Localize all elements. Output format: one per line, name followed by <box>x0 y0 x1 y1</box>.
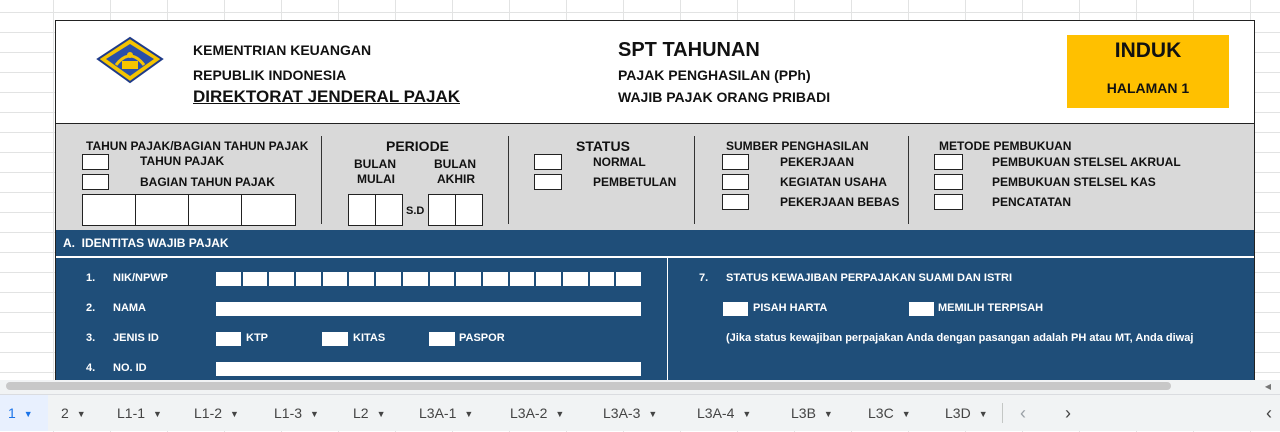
chevron-down-icon: ▼ <box>230 409 239 419</box>
sheet-tab-label: 2 <box>61 405 69 421</box>
ktp-label: KTP <box>246 332 268 344</box>
sheet-tab-l1-2[interactable] <box>194 395 239 431</box>
scroll-tabs-left-icon[interactable]: ‹ <box>1020 403 1026 423</box>
field-3-number: 3. <box>86 332 96 344</box>
pekerjaan-bebas-checkbox[interactable] <box>722 194 749 210</box>
periode-heading: PERIODE <box>386 138 450 154</box>
nik-npwp-digit[interactable] <box>429 271 456 287</box>
sheet-tab-label: 1 <box>8 405 16 421</box>
status-kewajiban-note: (Jika status kewajiban perpajakan Anda dengan pasangan adalah PH atau MT, Anda diwaj <box>726 332 1194 344</box>
nik-npwp-digit[interactable] <box>509 271 536 287</box>
sheet-tab-label: L1-1 <box>117 405 146 421</box>
collapse-sidebar-icon[interactable]: ‹ <box>1266 403 1272 423</box>
sheet-tab-l3a-3[interactable] <box>603 395 657 431</box>
tahun-pajak-digit-2[interactable] <box>135 194 189 226</box>
normal-checkbox[interactable] <box>534 154 562 170</box>
divider <box>694 136 695 224</box>
divider <box>321 136 322 224</box>
section-a-title: A. IDENTITAS WAJIB PAJAK <box>63 236 229 250</box>
nik-npwp-digit[interactable] <box>589 271 616 287</box>
nik-npwp-label: NIK/NPWP <box>113 272 168 284</box>
chevron-down-icon: ▼ <box>464 409 474 419</box>
kitas-checkbox[interactable] <box>321 331 349 347</box>
sheet-tab-label: L1-3 <box>274 405 303 421</box>
sheet-tab-label: L3D <box>945 405 971 421</box>
sheet-tab-label: L3C <box>868 405 894 421</box>
chevron-down-icon: ▼ <box>153 409 162 419</box>
induk-label: INDUK <box>1114 39 1182 62</box>
bulan-mulai-label-1: BULAN <box>354 157 396 171</box>
sheet-tab-label: L3A-3 <box>603 405 641 421</box>
memilih-terpisah-label: MEMILIH TERPISAH <box>938 302 1044 314</box>
chevron-down-icon: ▼ <box>978 409 988 419</box>
nik-npwp-digit[interactable] <box>562 271 589 287</box>
bulan-akhir-label-1: BULAN <box>434 157 476 171</box>
paspor-label: PASPOR <box>459 332 505 344</box>
field-2-number: 2. <box>86 302 96 314</box>
sheet-tab-l1-3[interactable] <box>274 395 319 431</box>
bulan-akhir-digit-1[interactable] <box>428 194 456 226</box>
kegiatan-usaha-label: KEGIATAN USAHA <box>780 175 887 189</box>
tahun-pajak-heading: TAHUN PAJAK/BAGIAN TAHUN PAJAK <box>86 139 309 153</box>
scroll-tabs-right-icon[interactable]: › <box>1065 403 1071 423</box>
nik-npwp-digit[interactable] <box>535 271 562 287</box>
divider <box>908 136 909 224</box>
form-subtitle-1: PAJAK PENGHASILAN (PPh) <box>618 67 811 83</box>
tahun-pajak-digit-4[interactable] <box>241 194 296 226</box>
nik-npwp-digit[interactable] <box>455 271 482 287</box>
tahun-pajak-digit-1[interactable] <box>82 194 136 226</box>
sheet-tab-bar <box>0 394 1280 431</box>
nik-npwp-input[interactable] <box>215 271 642 287</box>
stelsel-akrual-label: PEMBUKUAN STELSEL AKRUAL <box>992 155 1181 169</box>
chevron-down-icon: ▼ <box>376 409 386 419</box>
sheet-tab-l3d[interactable] <box>945 395 988 431</box>
sheet-tab-l2[interactable] <box>353 395 386 431</box>
field-7-number: 7. <box>699 272 709 284</box>
sheet-tab-l3c[interactable] <box>868 395 911 431</box>
pekerjaan-checkbox[interactable] <box>722 154 749 170</box>
sheet-tab-label: L2 <box>353 405 369 421</box>
pembetulan-checkbox[interactable] <box>534 174 562 190</box>
stelsel-kas-label: PEMBUKUAN STELSEL KAS <box>992 175 1156 189</box>
nik-npwp-digit[interactable] <box>375 271 402 287</box>
nama-label: NAMA <box>113 302 146 314</box>
tax-year-status-section <box>56 123 1254 231</box>
form-subtitle-2: WAJIB PAJAK ORANG PRIBADI <box>618 89 831 105</box>
nik-npwp-digit[interactable] <box>482 271 509 287</box>
chevron-down-icon: ▼ <box>901 409 911 419</box>
bagian-tahun-pajak-label: BAGIAN TAHUN PAJAK <box>140 175 275 189</box>
status-kewajiban-label: STATUS KEWAJIBAN PERPAJAKAN SUAMI DAN ISTRI <box>726 272 1013 284</box>
tahun-pajak-digit-3[interactable] <box>188 194 242 226</box>
sheet-tab-label: L3A-2 <box>510 405 548 421</box>
tahun-pajak-checkbox[interactable] <box>82 154 109 170</box>
chevron-down-icon: ▼ <box>555 409 565 419</box>
field-4-number: 4. <box>86 362 96 374</box>
chevron-down-icon: ▼ <box>648 409 658 419</box>
chevron-down-icon: ▼ <box>23 409 33 419</box>
sheet-tab-label: L3B <box>791 405 816 421</box>
nik-npwp-digit[interactable] <box>402 271 429 287</box>
normal-label: NORMAL <box>593 155 646 169</box>
chevron-down-icon: ▼ <box>310 409 319 419</box>
ministry-line-2: REPUBLIK INDONESIA <box>193 67 347 83</box>
paspor-checkbox[interactable] <box>428 331 456 347</box>
field-1-number: 1. <box>86 272 96 284</box>
divider <box>1002 403 1003 423</box>
scrollbar-thumb[interactable] <box>6 382 1171 390</box>
form-title: SPT TAHUNAN <box>618 39 760 61</box>
status-heading: STATUS <box>576 138 630 154</box>
pembetulan-label: PEMBETULAN <box>593 175 677 189</box>
nik-npwp-digit[interactable] <box>242 271 269 287</box>
chevron-down-icon: ▼ <box>76 409 86 419</box>
bulan-akhir-label-2: AKHIR <box>437 172 475 186</box>
sheet-tab-label: L3A-1 <box>419 405 457 421</box>
ktp-checkbox[interactable] <box>215 331 242 347</box>
stelsel-kas-checkbox[interactable] <box>934 174 963 190</box>
nik-npwp-digit[interactable] <box>295 271 322 287</box>
divider <box>508 136 509 224</box>
ministry-line-1: KEMENTRIAN KEUANGAN <box>193 42 372 58</box>
bulan-mulai-label-2: MULAI <box>357 172 395 186</box>
sheet-tab-2[interactable] <box>61 395 86 431</box>
pencatatan-checkbox[interactable] <box>934 194 963 210</box>
nik-npwp-digit[interactable] <box>268 271 295 287</box>
nik-npwp-digit[interactable] <box>348 271 375 287</box>
bagian-tahun-pajak-checkbox[interactable] <box>82 174 109 190</box>
chevron-down-icon: ▼ <box>742 409 752 419</box>
pisah-harta-label: PISAH HARTA <box>753 302 828 314</box>
sheet-tab-l3a-1[interactable] <box>419 395 473 431</box>
memilih-terpisah-checkbox[interactable] <box>908 301 935 317</box>
pencatatan-label: PENCATATAN <box>992 195 1072 209</box>
tahun-pajak-label: TAHUN PAJAK <box>140 154 225 168</box>
pekerjaan-label: PEKERJAAN <box>780 155 855 169</box>
bulan-akhir-digit-2[interactable] <box>455 194 483 226</box>
kegiatan-usaha-checkbox[interactable] <box>722 174 749 190</box>
sheet-tab-l1-1[interactable] <box>117 395 162 431</box>
sheet-tab-l3a-4[interactable] <box>697 395 751 431</box>
pisah-harta-checkbox[interactable] <box>722 301 749 317</box>
pekerjaan-bebas-label: PEKERJAAN BEBAS <box>780 195 900 209</box>
ministry-line-3: DIREKTORAT JENDERAL PAJAK <box>193 87 460 106</box>
no-id-input[interactable] <box>215 361 642 377</box>
no-id-label: NO. ID <box>113 362 147 374</box>
kitas-label: KITAS <box>353 332 386 344</box>
spt-form-sheet <box>55 20 1255 381</box>
section-a-header <box>56 230 1254 258</box>
jenis-id-label: JENIS ID <box>113 332 159 344</box>
sumber-penghasilan-heading: SUMBER PENGHASILAN <box>726 139 869 153</box>
scroll-left-icon[interactable]: ◀ <box>1264 382 1272 391</box>
bulan-mulai-digit-1[interactable] <box>348 194 376 226</box>
nama-input[interactable] <box>215 301 642 317</box>
nik-npwp-digit[interactable] <box>615 271 642 287</box>
chevron-down-icon: ▼ <box>823 409 833 419</box>
identitas-wajib-pajak-section <box>56 258 1254 381</box>
stelsel-akrual-checkbox[interactable] <box>934 154 963 170</box>
sheet-tab-l3a-2[interactable] <box>510 395 564 431</box>
sheet-tab-label: L1-2 <box>194 405 223 421</box>
induk-badge <box>1067 35 1229 108</box>
nik-npwp-digit[interactable] <box>322 271 349 287</box>
metode-pembukuan-heading: METODE PEMBUKUAN <box>939 139 1072 153</box>
kemenkeu-emblem-icon <box>94 35 166 85</box>
halaman-label: HALAMAN 1 <box>1106 80 1190 96</box>
sheet-tab-l3b[interactable] <box>791 395 833 431</box>
bulan-mulai-digit-2[interactable] <box>375 194 403 226</box>
sheet-tab-label: L3A-4 <box>697 405 735 421</box>
divider <box>667 258 668 381</box>
sd-label: S.D <box>406 205 425 217</box>
sheet-tab-1[interactable] <box>0 395 48 431</box>
nik-npwp-digit[interactable] <box>215 271 242 287</box>
